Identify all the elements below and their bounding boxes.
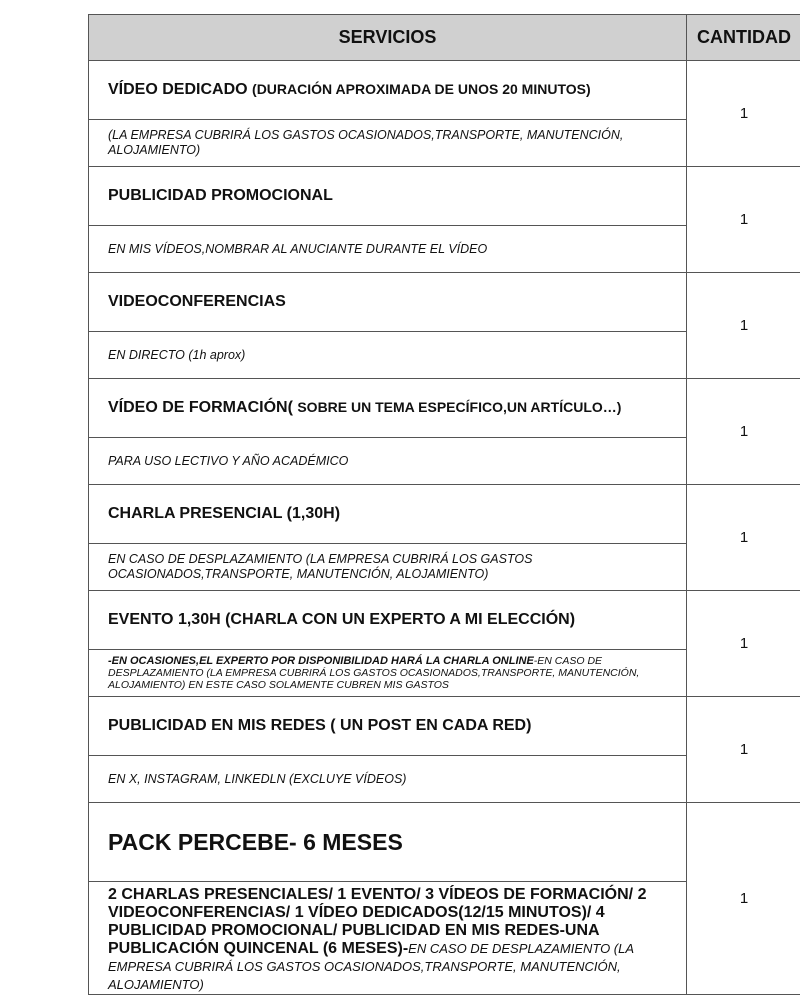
service-title [89, 591, 687, 650]
service-detail-text: (LA EMPRESA CUBRIRÁ LOS GASTOS OCASIONADOS,TRANSPORTE, MANUTENCIÓN, ALOJAMIENTO) [108, 128, 623, 157]
pack-quantity: 1 [687, 803, 800, 995]
service-title [89, 167, 687, 226]
service-row [89, 485, 800, 544]
service-title [89, 379, 687, 438]
service-quantity: 1 [687, 167, 800, 273]
service-detail-text: EN DIRECTO (1h aprox) [108, 348, 245, 362]
service-detail-text: PARA USO LECTIVO Y AÑO ACADÉMICO [108, 454, 348, 468]
service-title [89, 61, 687, 120]
service-title [89, 485, 687, 544]
service-row [89, 273, 800, 332]
service-detail-text: EN CASO DE DESPLAZAMIENTO (LA EMPRESA CUBRIRÁ LOS GASTOS OCASIONADOS,TRANSPORTE, MANUTENCIÓN, ALOJAMIENTO) [108, 552, 532, 581]
service-title [89, 697, 687, 756]
service-title-extra: SOBRE UN TEMA ESPECÍFICO,UN ARTÍCULO…) [297, 399, 621, 415]
service-quantity: 1 [687, 485, 800, 591]
service-title-text: VÍDEO DE FORMACIÓN( [108, 399, 293, 416]
service-quantity: 1 [687, 697, 800, 803]
header-row [89, 15, 800, 61]
service-quantity: 1 [687, 379, 800, 485]
pack-detail-bold: 2 CHARLAS PRESENCIALES/ 1 EVENTO/ 3 VÍDEOS DE FORMACIÓN/ 2 VIDEOCONFERENCIAS/ 1 VÍDEO DEDICADOS(12/15 MINUTOS)/ 4 PUBLICIDAD PROMOCIONAL/ PUBLICIDAD EN MIS REDES-UNA PUBLICACIÓN QUINCENAL (6 MESES)- [108, 886, 646, 957]
service-quantity: 1 [687, 591, 800, 697]
service-title-text: EVENTO 1,30H (CHARLA CON UN EXPERTO A MI ELECCIÓN) [108, 611, 575, 628]
service-row [89, 379, 800, 438]
service-detail [89, 544, 687, 591]
service-detail-text: EN X, INSTAGRAM, LINKEDLN (EXCLUYE VÍDEOS) [108, 772, 406, 786]
service-title [89, 273, 687, 332]
pack-title: PACK PERCEBE- 6 MESES [89, 803, 687, 882]
header-quantity: CANTIDAD [687, 15, 800, 61]
service-detail-text: EN MIS VÍDEOS,NOMBRAR AL ANUCIANTE DURANTE EL VÍDEO [108, 242, 487, 256]
pack-detail-italic: EN CASO DE DESPLAZAMIENTO (LA EMPRESA CUBRIRÁ LOS GASTOS OCASIONADOS,TRANSPORTE, MANUTENCIÓN, ALOJAMIENTO) [108, 941, 634, 992]
service-detail [89, 438, 687, 485]
service-row [89, 61, 800, 120]
services-table [88, 14, 800, 995]
service-title-extra: (DURACIÓN APROXIMADA DE UNOS 20 MINUTOS) [252, 81, 591, 97]
header-services: SERVICIOS [89, 15, 687, 61]
service-quantity: 1 [687, 273, 800, 379]
pack-row [89, 803, 800, 882]
service-title-text: PUBLICIDAD EN MIS REDES ( UN POST EN CADA RED) [108, 717, 531, 734]
service-title-text: VIDEOCONFERENCIAS [108, 293, 286, 310]
service-detail [89, 332, 687, 379]
service-title-text: VÍDEO DEDICADO [108, 81, 248, 98]
service-row [89, 591, 800, 650]
service-row [89, 697, 800, 756]
service-row [89, 167, 800, 226]
service-detail-bold: -EN OCASIONES,EL EXPERTO POR DISPONIBILIDAD HARÁ LA CHARLA ONLINE [108, 655, 534, 667]
service-title-text: PUBLICIDAD PROMOCIONAL [108, 187, 333, 204]
service-quantity: 1 [687, 61, 800, 167]
service-detail [89, 650, 687, 697]
service-title-text: CHARLA PRESENCIAL (1,30H) [108, 505, 340, 522]
service-detail [89, 120, 687, 167]
service-detail [89, 756, 687, 803]
service-detail-text: -EN CASO DE DESPLAZAMIENTO (LA EMPRESA CUBRIRÁ LOS GASTOS OCASIONADOS,TRANSPORTE, MANUTENCIÓN, ALOJAMIENTO) EN ESTE CASO SOLAMENTE CUBREN MIS GASTOS [108, 655, 639, 691]
pack-detail [89, 882, 687, 995]
service-detail [89, 226, 687, 273]
